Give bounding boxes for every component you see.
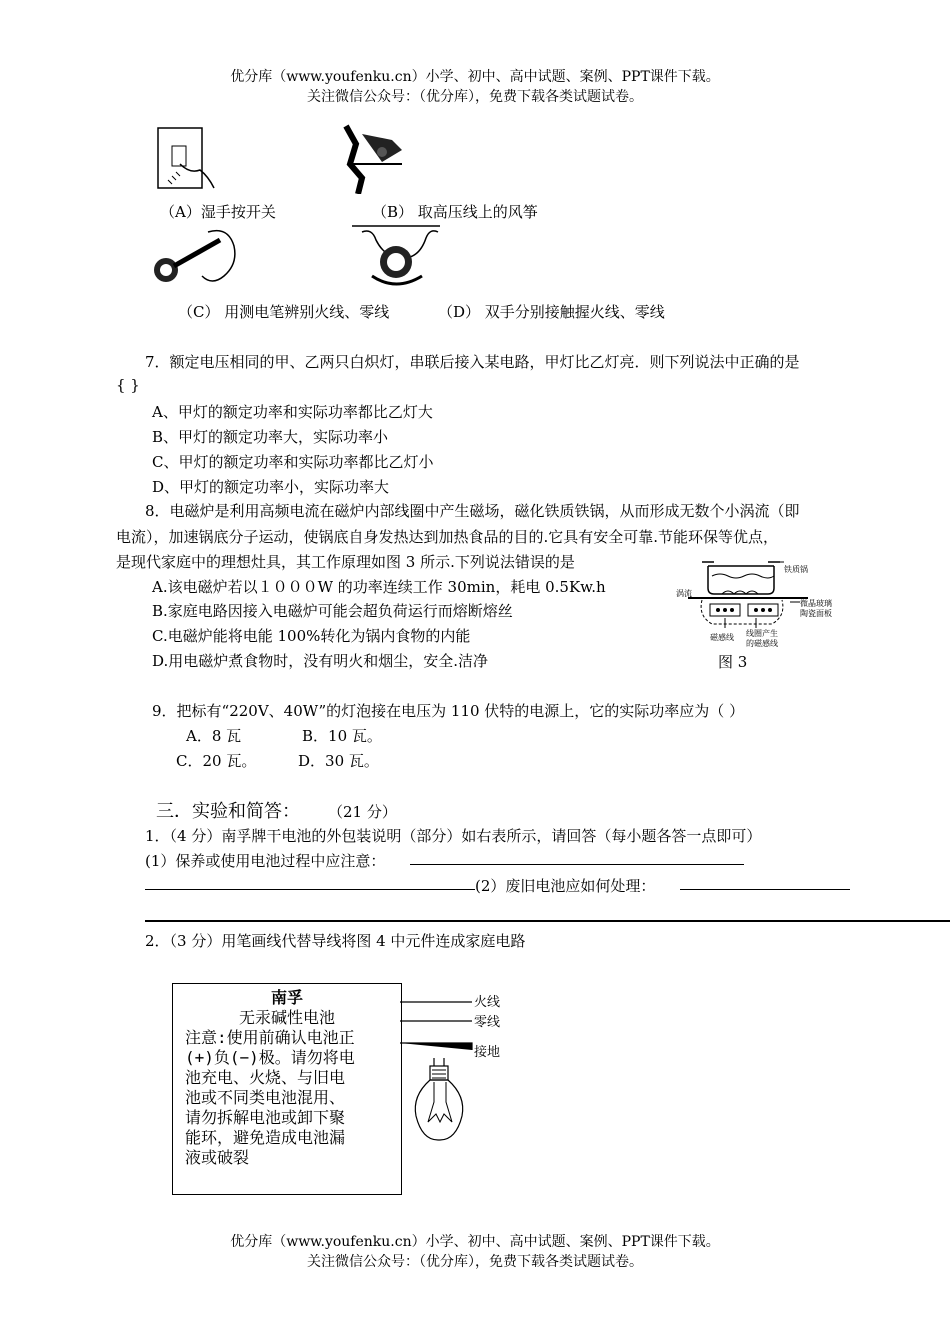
s3-q1-stem: 1．（4 分）南孚牌干电池的外包装说明（部分）如右表所示，请回答（每小题各答一点即可） <box>145 827 762 845</box>
q8-option-c: C.电磁炉能将电能 100%转化为锅内食物的内能 <box>152 627 471 645</box>
q9-option-d: D．30 瓦。 <box>298 752 379 770</box>
battery-brand: 南孚 <box>270 988 303 1007</box>
battery-note-line: (+)负(−)极。请勿将电 <box>185 1048 355 1067</box>
q9-option-c: C．20 瓦。 <box>176 752 257 770</box>
q7-answer-bracket: { } <box>116 376 140 394</box>
q8-option-a: A.该电磁炉若以１０００W 的功率连续工作 30min，耗电 0.5Kw.h <box>152 578 606 596</box>
q9-option-b: B．10 瓦。 <box>302 727 382 745</box>
kite-on-wire-illustration <box>342 124 412 194</box>
induction-cooker-diagram <box>672 556 862 652</box>
s3-q1-sub1: (1）保养或使用电池过程中应注意： <box>145 852 386 870</box>
label-field-1: 线圈产生 <box>746 629 778 638</box>
neutral-wire-label: 零线 <box>474 1015 501 1030</box>
q8-option-b: B.家庭电路因接入电磁炉可能会超负荷运行而熔断熔丝 <box>152 602 513 620</box>
battery-note-line: 液或破裂 <box>185 1148 250 1167</box>
footer-line-1: 优分库（www.youfenku.cn）小学、初中、高中试题、案例、PPT课件下载。 <box>230 1234 720 1250</box>
q7-option-a: A、甲灯的额定功率和实际功率都比乙灯大 <box>152 403 433 421</box>
label-panel-1: 微晶玻璃 <box>800 599 832 608</box>
battery-label-box <box>172 983 402 1195</box>
section-3-title: 三．实验和简答： <box>156 801 300 822</box>
q8-stem-line-3: 是现代家庭中的理想灶具，其工作原理如图 3 所示.下列说法错误的是 <box>116 553 575 571</box>
q9-stem: 9．把标有“220V、40W”的灯泡接在电压为 110 伏特的电源上，它的实际功率应为（ ） <box>152 702 745 720</box>
label-coil: 磁感线 <box>710 633 734 642</box>
battery-note-line: 池或不同类电池混用、 <box>185 1088 346 1107</box>
answer-blank-2[interactable] <box>680 889 850 890</box>
q7-option-c: C、甲灯的额定功率和实际功率都比乙灯小 <box>152 453 434 471</box>
q6-option-a: （A）湿手按开关 <box>160 203 276 221</box>
q9-option-a: A．8 瓦 <box>186 727 242 745</box>
light-bulb-icon[interactable] <box>415 1058 462 1140</box>
footer-line-2: 关注微信公众号：（优分库），免费下载各类试题试卷。 <box>307 1254 643 1270</box>
battery-note-line: 能环，避免造成电池漏 <box>185 1128 346 1147</box>
live-wire-label: 火线 <box>474 995 501 1010</box>
section-divider <box>145 920 950 922</box>
q8-option-d: D.用电磁炉煮食物时，没有明火和烟尘，安全.洁净 <box>152 652 489 670</box>
battery-note-line: 注意:使用前确认电池正 <box>185 1028 355 1047</box>
q8-stem-line-1: 8．电磁炉是利用高频电流在磁炉内部线圈中产生磁场，磁化铁质铁锅，从而形成无数个小涡流（即 <box>145 502 800 520</box>
wet-hand-switch-illustration <box>150 124 220 194</box>
q7-stem: 7．额定电压相同的甲、乙两只白炽灯，串联后接入某电路，甲灯比乙灯亮．则下列说法中正确的是 <box>145 353 800 371</box>
q6-option-b: （B） 取高压线上的风筝 <box>372 203 538 221</box>
test-pen-illustration <box>148 222 238 292</box>
label-field-2: 的磁感线 <box>746 639 778 648</box>
s3-q2-stem: 2．（3 分）用笔画线代替导线将图 4 中元件连成家庭电路 <box>145 932 526 950</box>
battery-note-line: 池充电、火烧、与旧电 <box>185 1068 346 1087</box>
label-eddy: 涡流 <box>676 589 692 598</box>
battery-type: 无汞碱性电池 <box>238 1008 335 1027</box>
hands-touch-wires-illustration <box>352 222 442 294</box>
label-pot: 铁质锅 <box>784 565 808 574</box>
q7-option-b: B、甲灯的额定功率大，实际功率小 <box>152 428 389 446</box>
figure-3-caption: 图 3 <box>718 653 748 671</box>
s3-q1-sub2: (2）废旧电池应如何处理： <box>475 877 656 895</box>
household-circuit-diagram <box>400 990 520 1160</box>
label-panel-2: 陶瓷面板 <box>800 609 832 618</box>
q6-option-c: （C） 用测电笔辨别火线、零线 <box>178 303 390 321</box>
section-3-score: （21 分） <box>328 803 397 821</box>
q7-option-d: D、甲灯的额定功率小，实际功率大 <box>152 478 390 496</box>
ground-wire-label: 接地 <box>474 1045 501 1060</box>
header-line-2: 关注微信公众号：（优分库），免费下载各类试题试卷。 <box>307 89 643 105</box>
answer-blank-1-cont[interactable] <box>145 889 475 890</box>
battery-note-line: 请勿拆解电池或卸下聚 <box>185 1108 346 1127</box>
q8-stem-line-2: 电流），加速锅底分子运动，使锅底自身发热达到加热食品的目的.它具有安全可靠.节能环保等优点， <box>116 528 779 546</box>
q6-option-d: （D） 双手分别接触握火线、零线 <box>438 303 665 321</box>
header-line-1: 优分库（www.youfenku.cn）小学、初中、高中试题、案例、PPT课件下载。 <box>230 69 720 85</box>
answer-blank-1[interactable] <box>410 864 744 865</box>
